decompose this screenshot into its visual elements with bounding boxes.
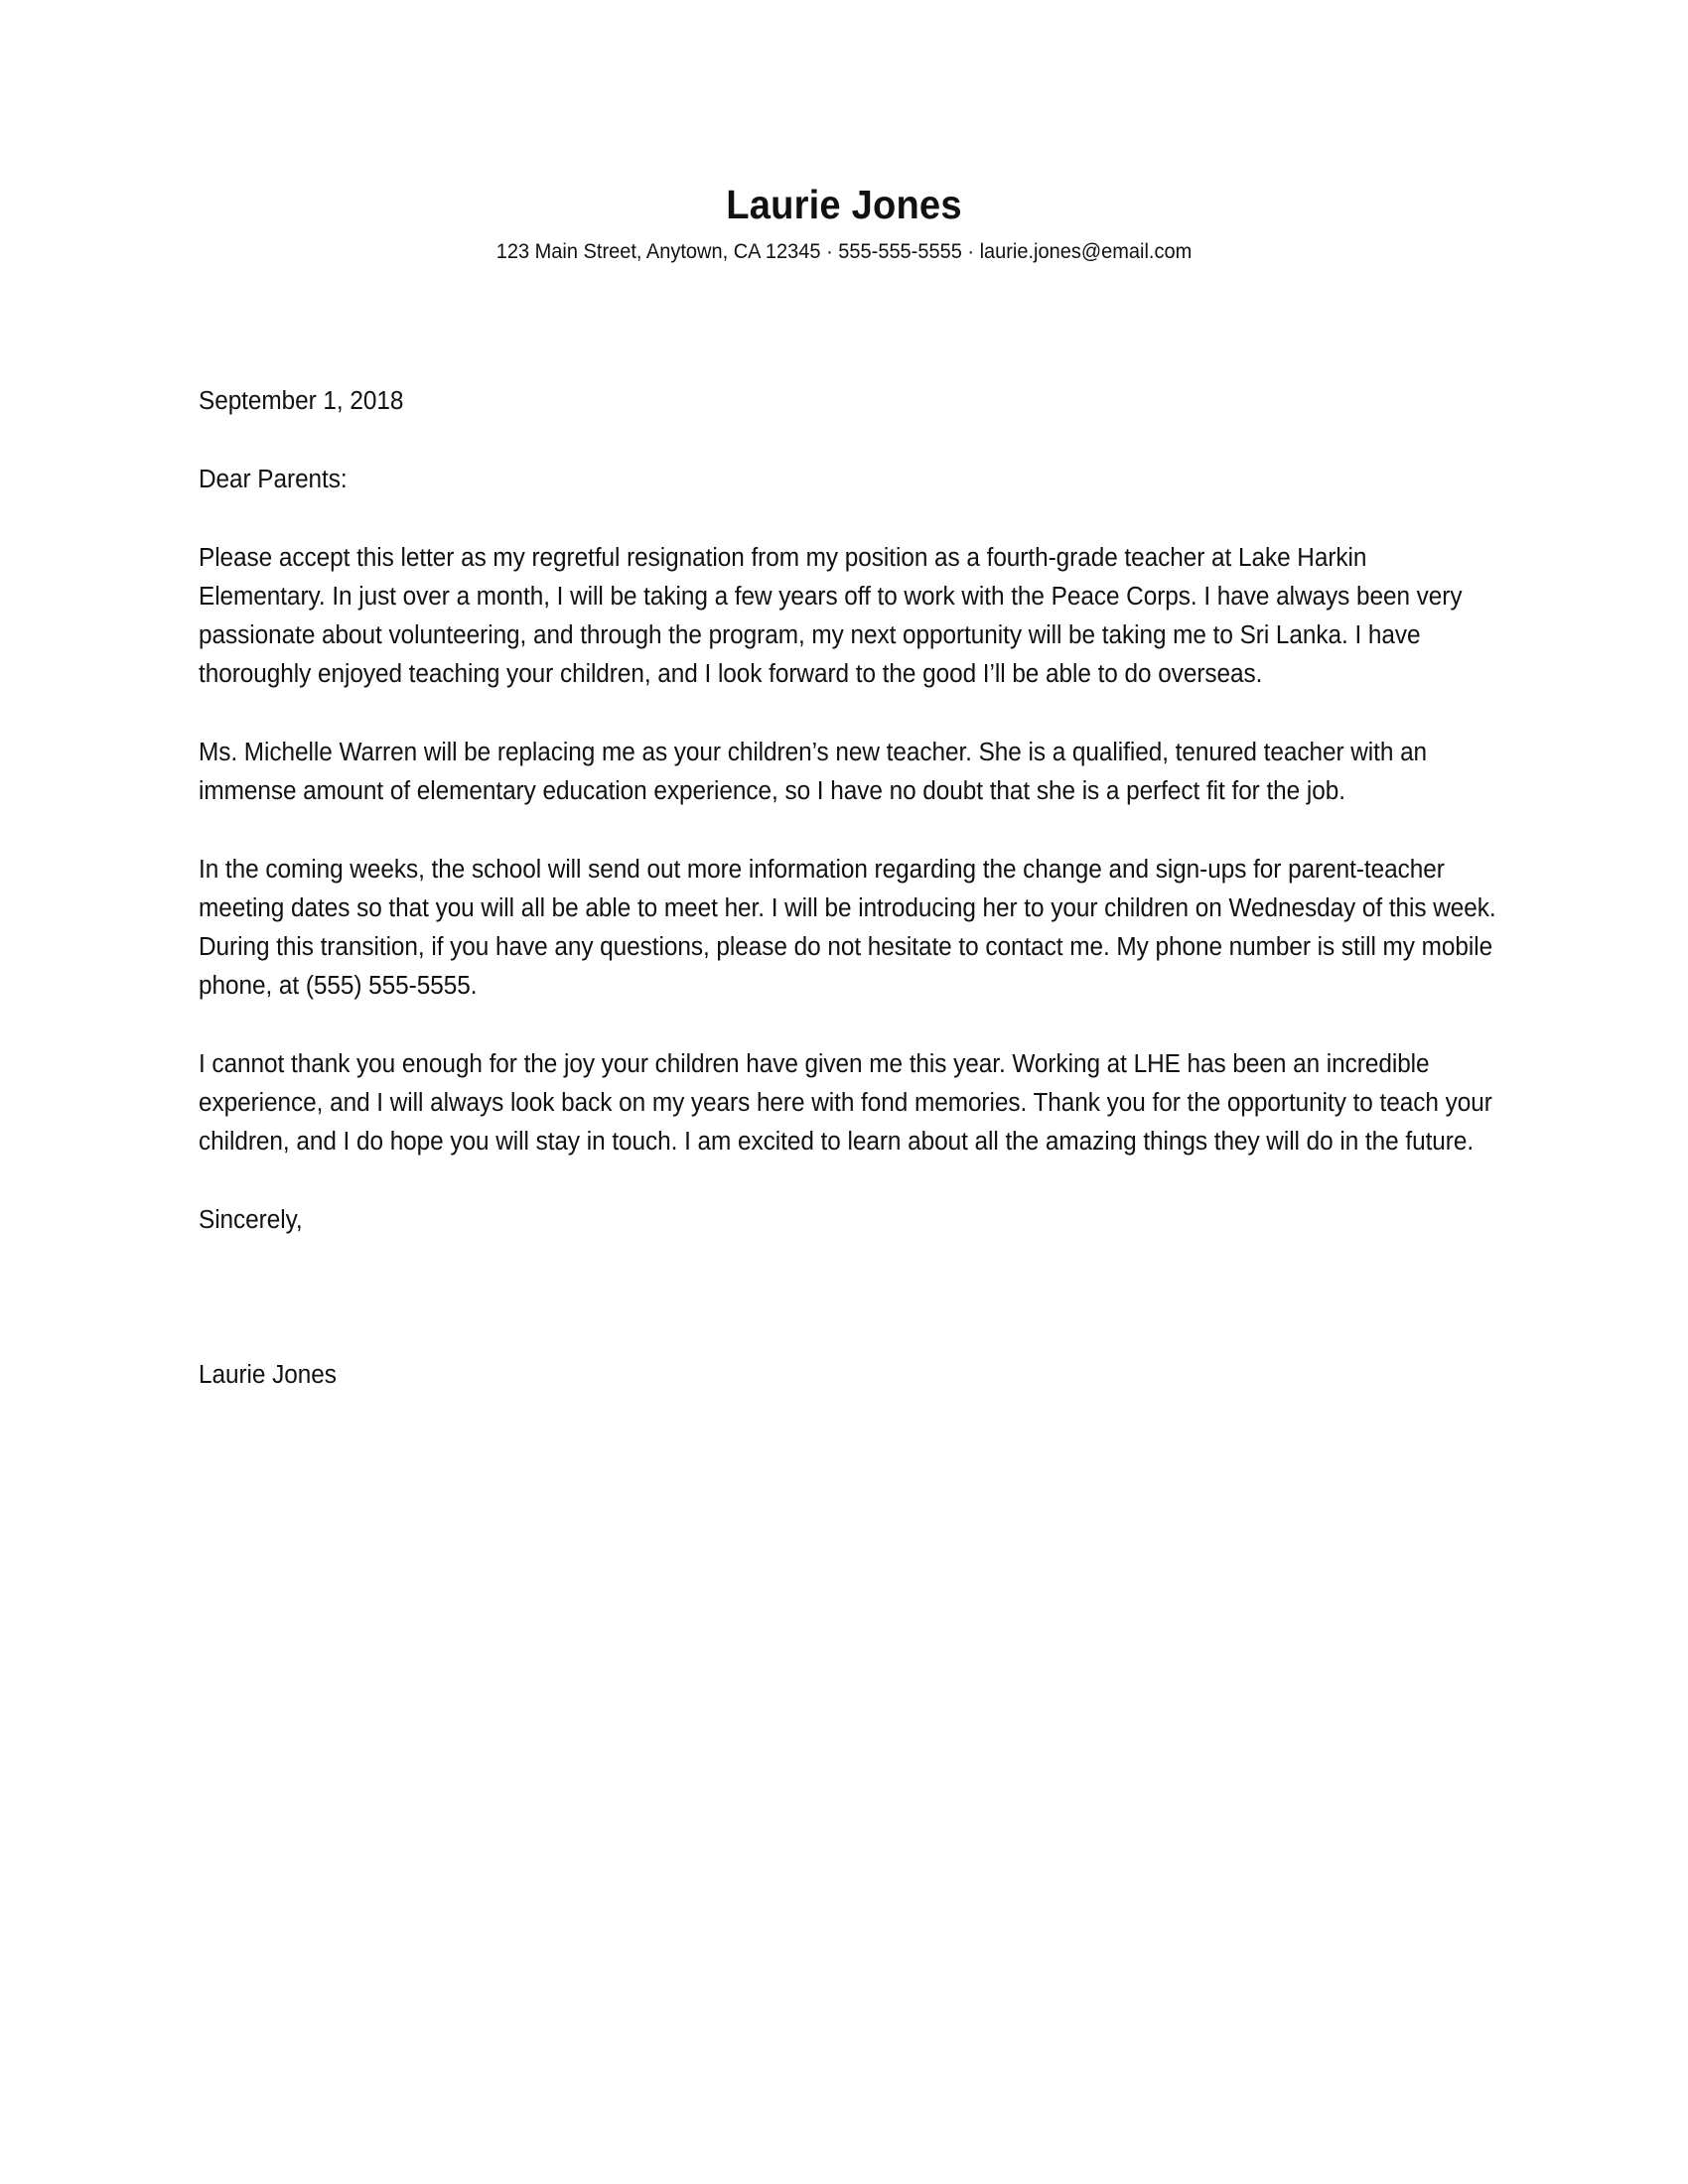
letterhead [0,0,1688,263]
letter-paragraph-4: I cannot thank you enough for the joy your children have given me this year. Working at LHE has been an incredible experience, and I will always look back on my years here with fond memories. Thank you for the opportunity to teach your children, and I do hope you will stay in touch. I am excited to learn about all the amazing things they will do in the future. [199,1050,1492,1156]
letterhead-contact-line: 123 Main Street, Anytown, CA 12345 · 555-555-5555 · laurie.jones@email.com [495,239,1193,263]
letter-paragraph-2: Ms. Michelle Warren will be replacing me as your children’s new teacher. She is a qualified, tenured teacher with an immense amount of elementary education experience, so I have no doubt that she is a perfect fit for the job. [199,739,1428,805]
letter-signature-name: Laurie Jones [199,1361,337,1389]
letter-date: September 1, 2018 [199,387,404,415]
letter-salutation: Dear Parents: [199,466,348,493]
letterhead-name: Laurie Jones [726,182,962,227]
letter-paragraph-1: Please accept this letter as my regretful resignation from my position as a fourth-grade teacher at Lake Harkin Elementary. In just over a month, I will be taking a few years off to work with the Peace Corps. I have always been very passionate about volunteering, and through the program, my next opportunity will be taking me to Sri Lanka. I have thoroughly enjoyed teaching your children, and I look forward to the good I’ll be able to do overseas. [199,544,1463,688]
letter-closing: Sincerely, [199,1206,303,1234]
letter-body [199,382,1499,1395]
letter-paragraph-3: In the coming weeks, the school will send out more information regarding the change and sign-ups for parent-teacher meeting dates so that you will all be able to meet her. I will be introducing her to your children on Wednesday of this week. During this transition, if you have any questions, please do not hesitate to contact me. My phone number is still my mobile phone, at (555) 555-5555. [199,856,1496,1000]
